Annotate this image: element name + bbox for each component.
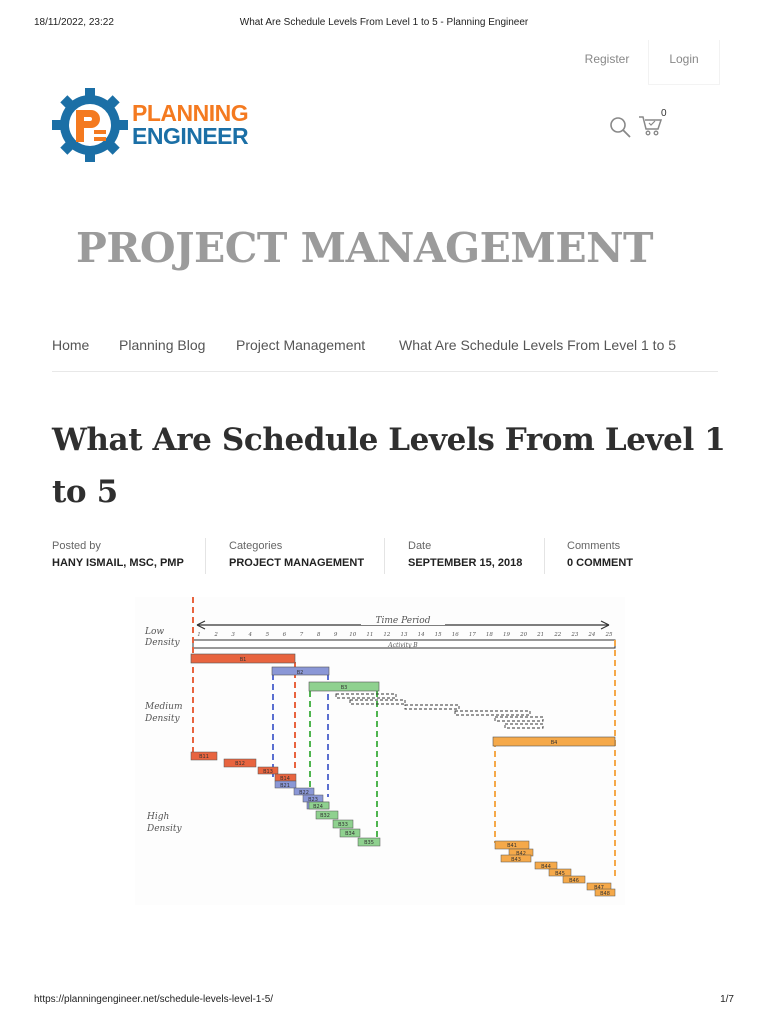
print-page-title: What Are Schedule Levels From Level 1 to 5 - Planning Engineer [239, 17, 529, 28]
site-logo[interactable] [52, 88, 282, 162]
bar-b13-label: B13 [263, 769, 273, 775]
cart-count-badge: 0 [661, 108, 667, 119]
tick-number: 12 [383, 632, 391, 638]
bar-b12-label: B12 [235, 761, 245, 767]
tick-number: 11 [366, 632, 374, 638]
bar-b21-label: B21 [280, 783, 290, 789]
bar-b45-label: B45 [555, 871, 565, 877]
logo-text-engineer: ENGINEER [132, 123, 249, 149]
tick-number: 24 [588, 632, 596, 638]
meta-label: Categories [229, 540, 283, 552]
bar-b14-label: B14 [280, 776, 290, 782]
bar-b3-label: B3 [340, 685, 348, 691]
logo-text-planning: PLANNING [132, 100, 249, 126]
tick-number: 5 [265, 632, 270, 638]
tick-number: 15 [434, 632, 442, 638]
bar-b4-label: B4 [550, 740, 558, 746]
tick-number: 6 [282, 632, 287, 638]
tick-number: 19 [503, 632, 510, 638]
tick-number: 23 [571, 632, 579, 638]
schedule-levels-figure [135, 597, 625, 905]
activity-b-label: Activity B [388, 642, 418, 649]
meta-divider [205, 538, 206, 574]
bar-b1-label: B1 [239, 657, 247, 663]
bar-b22-label: B22 [299, 790, 309, 796]
meta-comment-count[interactable]: 0 COMMENT [567, 557, 633, 569]
section-title: PROJECT MANAGEMENT [76, 224, 654, 272]
tick-number: 3 [231, 632, 235, 638]
tick-number: 22 [554, 632, 562, 638]
time-period-label: Time Period [375, 616, 431, 626]
tick-number: 16 [451, 632, 459, 638]
low-density-label: Low [145, 627, 165, 637]
bar-b24-label: B24 [313, 804, 323, 810]
bar-b2-label: B2 [296, 670, 304, 676]
meta-label: Posted by [52, 540, 101, 552]
print-page-number: 1/7 [720, 994, 734, 1005]
tick-number: 9 [333, 632, 338, 638]
tick-number: 17 [468, 632, 476, 638]
meta-date [408, 538, 522, 574]
medium-density-label: Medium [145, 702, 183, 712]
tick-number: 2 [214, 632, 218, 638]
register-link[interactable]: Register [584, 52, 630, 66]
bar-b42-label: B42 [516, 851, 526, 857]
print-url: https://planningengineer.net/schedule-levels-level-1-5/ [34, 994, 274, 1005]
tick-number: 10 [349, 632, 357, 638]
meta-divider [544, 538, 545, 574]
tick-number: 25 [605, 632, 613, 638]
breadcrumb [52, 337, 718, 372]
bar-b41-label: B41 [507, 843, 517, 849]
meta-categories [229, 538, 364, 574]
bar-b23-label: B23 [308, 797, 318, 803]
bar-b48-label: B48 [600, 891, 610, 897]
meta-label: Comments [567, 540, 621, 552]
meta-label: Date [408, 540, 432, 552]
schedule-diagram [135, 597, 625, 905]
tick-number: 7 [299, 632, 304, 638]
bar-b11-label: B11 [199, 754, 209, 760]
meta-date-value: SEPTEMBER 15, 2018 [408, 557, 523, 569]
high-density-label: High [147, 812, 170, 822]
bar-b43-label: B43 [511, 857, 521, 863]
bar-b44-label: B44 [541, 864, 551, 870]
breadcrumb-home[interactable]: Home [52, 337, 90, 353]
meta-author[interactable]: HANY ISMAIL, MSC, PMP [52, 557, 184, 569]
breadcrumb-current-page: What Are Schedule Levels From Level 1 to 5 [399, 337, 677, 353]
time-tick-numbers [197, 632, 613, 638]
meta-posted-by [52, 538, 184, 574]
meta-comments [567, 538, 633, 574]
tick-number: 4 [248, 632, 252, 638]
meta-category[interactable]: PROJECT MANAGEMENT [229, 557, 365, 569]
float-boxes [336, 694, 543, 728]
post-title: What Are Schedule Levels From Level 1 to 5 [52, 422, 726, 510]
print-datetime: 18/11/2022, 23:22 [34, 17, 114, 28]
bar-b33-label: B33 [338, 822, 348, 828]
high-density-label: Density [147, 824, 182, 834]
bar-b46-label: B46 [569, 878, 579, 884]
low-density-label: Density [145, 638, 180, 648]
tick-number: 13 [400, 632, 408, 638]
bar-b47-label: B47 [594, 885, 604, 891]
breadcrumb-planning-blog[interactable]: Planning Blog [119, 337, 206, 353]
tick-number: 20 [520, 632, 528, 638]
bar-b32-label: B32 [320, 813, 330, 819]
medium-density-label: Density [145, 714, 180, 724]
breadcrumb-project-management[interactable]: Project Management [236, 337, 366, 353]
search-icon[interactable] [608, 115, 632, 139]
meta-divider [384, 538, 385, 574]
bar-b34-label: B34 [345, 831, 355, 837]
login-link[interactable]: Login [648, 40, 720, 84]
tick-number: 18 [485, 632, 493, 638]
gear-logo-icon [52, 88, 130, 162]
bar-b35-label: B35 [364, 840, 374, 846]
tick-number: 14 [417, 632, 425, 638]
tick-number: 1 [197, 632, 201, 638]
tick-number: 21 [537, 632, 545, 638]
tick-number: 8 [316, 632, 321, 638]
